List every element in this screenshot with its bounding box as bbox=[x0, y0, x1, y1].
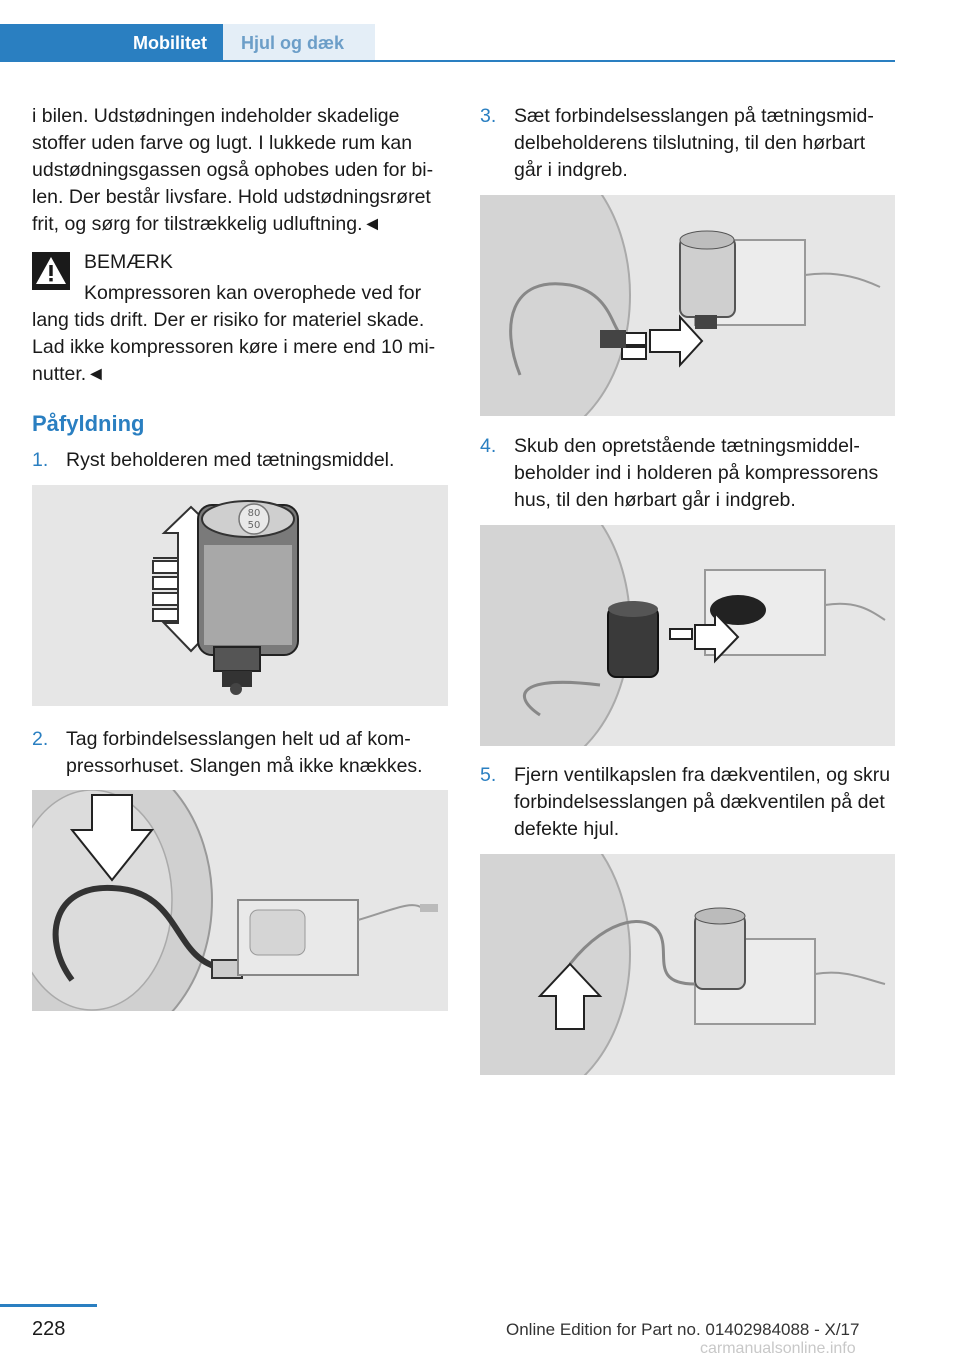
illustration-remove-hose bbox=[32, 790, 448, 1011]
illustration-attach-valve bbox=[480, 854, 895, 1075]
section-title: Påfyldning bbox=[32, 411, 145, 436]
header-tabs bbox=[0, 24, 895, 62]
watermark: carmanualsonline.info bbox=[700, 1340, 856, 1357]
step-text: Ryst beholderen med tætningsmiddel. bbox=[66, 449, 395, 471]
step-number: 2. bbox=[32, 728, 49, 750]
illustration-connect-hose bbox=[480, 195, 895, 416]
step-number: 3. bbox=[480, 105, 497, 127]
step-number: 4. bbox=[480, 435, 497, 457]
tab-hjul-og-daek[interactable]: Hjul og dæk bbox=[223, 24, 375, 62]
step-5 bbox=[480, 762, 895, 843]
tab-mobilitet[interactable]: Mobilitet bbox=[0, 24, 223, 62]
step-text: Sæt forbindelsesslangen på tætningsmiddelbeholderens tilslutning, til den hørbart går i indgreb. bbox=[514, 105, 874, 181]
illustration-insert-bottle bbox=[480, 525, 895, 746]
step-1 bbox=[32, 447, 448, 474]
step-number: 1. bbox=[32, 449, 49, 471]
step-3 bbox=[480, 103, 895, 184]
footer-divider bbox=[0, 1304, 97, 1307]
bottle-label-bottom: 50 bbox=[247, 520, 261, 531]
note-text: Kompressoren kan overophede ved for lang tids drift. Der er risiko for materiel skade. Lad ikke kompressoren køre i mere end 10 minutter.◄ bbox=[32, 282, 436, 385]
edition-text: Online Edition for Part no. 01402984088 - X/17 bbox=[506, 1320, 860, 1339]
intro-paragraph: i bilen. Udstødningen indeholder skadelige stoffer uden farve og lugt. I lukkede rum kan udstødningsgassen også ophobes uden for bilen. Der består livsfare. Hold udstødningsrøret frit, og sørg for tilstrækkelig udluftning.◄ bbox=[32, 105, 434, 235]
step-text: Skub den opretstående tætningsmiddelbeholder ind i holderen på kompressorens hus, til den hørbart går i indgreb. bbox=[514, 435, 879, 511]
step-text: Tag forbindelsesslangen helt ud af kompressorhuset. Slangen må ikke knækkes. bbox=[66, 728, 423, 777]
note-title: BEMÆRK bbox=[84, 251, 173, 273]
page-number: 228 bbox=[32, 1318, 66, 1340]
header-divider bbox=[223, 60, 895, 62]
step-4 bbox=[480, 433, 895, 514]
step-2 bbox=[32, 726, 448, 780]
step-text: Fjern ventilkapslen fra dækventilen, og skru forbindelsesslangen på dækventilen på det defekte hjul. bbox=[514, 764, 891, 840]
step-number: 5. bbox=[480, 764, 497, 786]
illustration-shake-bottle bbox=[32, 485, 448, 706]
bottle-label-top: 80 bbox=[247, 508, 261, 519]
